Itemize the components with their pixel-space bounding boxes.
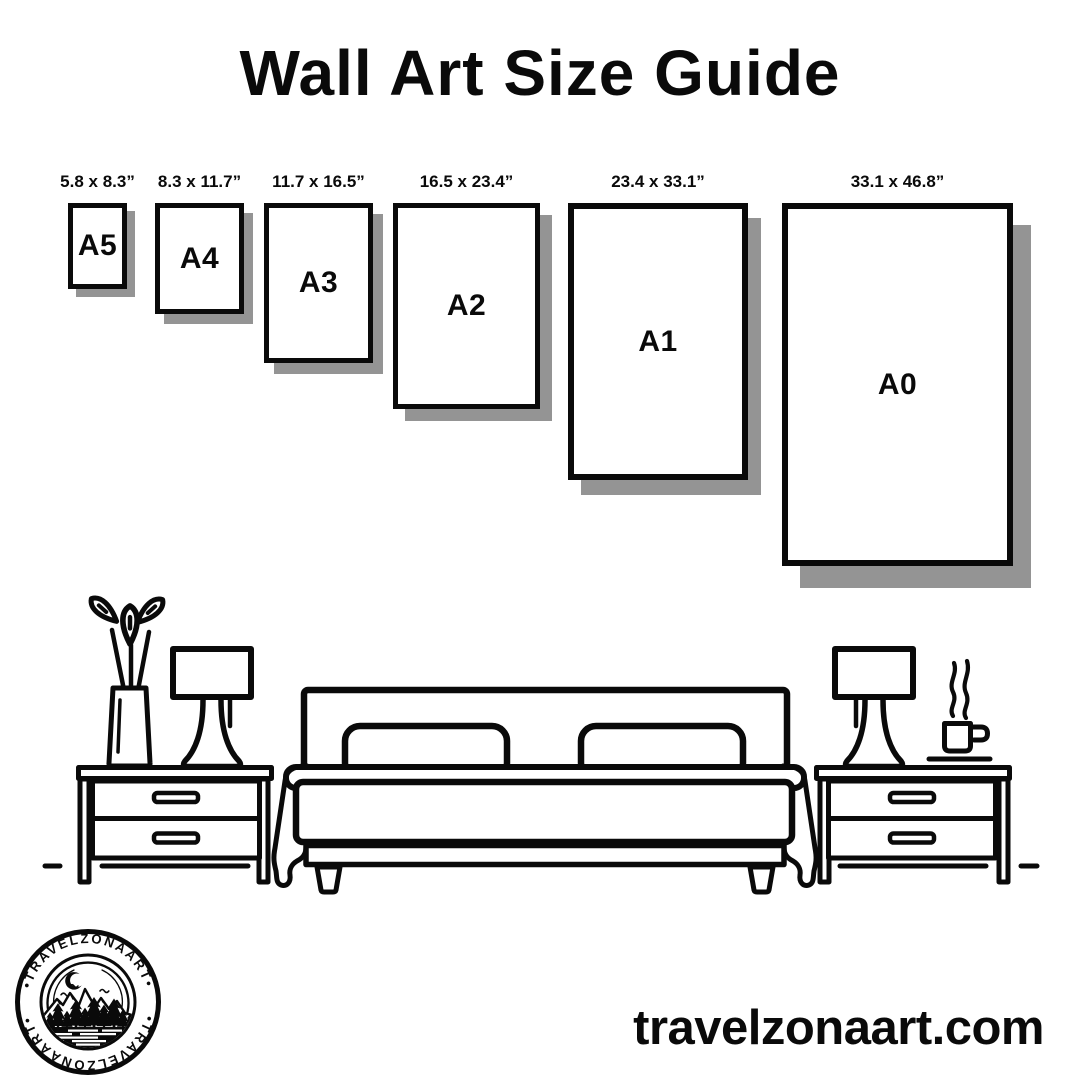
size-dimensions-a3: 11.7 x 16.5” — [272, 172, 365, 191]
lamp-icon — [173, 649, 251, 767]
size-frame-a0 — [782, 203, 1013, 566]
lamp-icon — [835, 649, 913, 767]
size-code-label: A2 — [446, 289, 487, 322]
size-code-label: A0 — [877, 367, 918, 401]
bed-icon — [274, 690, 816, 892]
size-frame-a5 — [68, 203, 127, 289]
size-code-label: A4 — [179, 241, 220, 275]
size-dimensions-a0: 33.1 x 46.8” — [850, 172, 945, 191]
size-dimensions-a1: 23.4 x 33.1” — [611, 172, 705, 191]
nightstand-icon — [817, 768, 1010, 883]
size-dimensions-a5: 5.8 x 8.3” — [60, 172, 135, 191]
moon-icon — [63, 970, 85, 992]
size-frame-a2 — [393, 203, 540, 409]
size-dimensions-a4: 8.3 x 11.7” — [157, 172, 242, 191]
logo-text-bottom: •TRAVELZONAART• — [18, 1014, 158, 1074]
website-url: travelzonaart.com — [633, 1001, 1044, 1055]
page-title: Wall Art Size Guide — [239, 37, 841, 109]
bedroom-illustration — [40, 585, 1040, 905]
size-frame-a4 — [155, 203, 244, 314]
coffee-cup-icon — [929, 661, 990, 759]
brand-logo — [12, 926, 164, 1078]
nightstand-icon — [79, 768, 272, 883]
size-code-label: A5 — [77, 229, 118, 262]
size-code-label: A1 — [638, 324, 678, 358]
size-frame-a3 — [264, 203, 373, 363]
size-frame-a1 — [568, 203, 748, 480]
plant-icon — [40, 585, 167, 766]
size-dimensions-a2: 16.5 x 23.4” — [419, 172, 514, 191]
size-code-label: A3 — [298, 266, 339, 299]
logo-text-top: •TRAVELZONAART• — [18, 930, 158, 990]
